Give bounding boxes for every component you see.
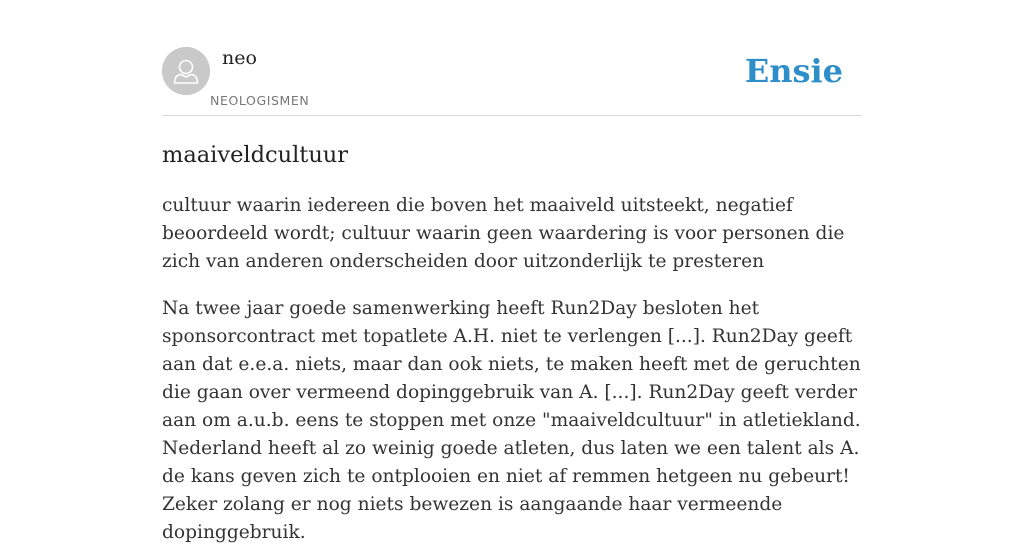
ensie-logo[interactable]: Ensie [744,52,843,90]
category-label[interactable]: NEOLOGISMEN [210,93,310,108]
author-name[interactable]: neo [222,47,257,69]
entry-example: Na twee jaar goede samenwerking heeft Run2Day besloten het sponsorcontract met topatlete A.H. niet te verlengen [...]. Run2Day geeft aan dat e.e.a. niets, maar dan ook niets, te maken heeft met de geruchten die gaan over vermeend dopinggebruik van A. [...]. Run2Day geeft verder aan om a.u.b. eens te stoppen met onze "maaiveldcultuur" in atletiekland. Nederland heeft al zo weinig goede atleten, dus laten we een talent als A. de kans geven zich te ontplooien en niet af remmen hetgeen nu gebeurt! Zeker zolang er nog niets bewezen is aangaande haar vermeende dopinggebruik. [162,298,861,543]
author-header [162,46,862,116]
entry-definition: cultuur waarin iedereen die boven het maaiveld uitsteekt, negatief beoordeeld wordt; cultuur waarin geen waardering is voor personen die zich van anderen onderscheiden door uitzonderlijk te presteren [162,195,845,272]
user-avatar-icon[interactable] [162,47,210,95]
entry-title: maaiveldcultuur [162,142,349,168]
